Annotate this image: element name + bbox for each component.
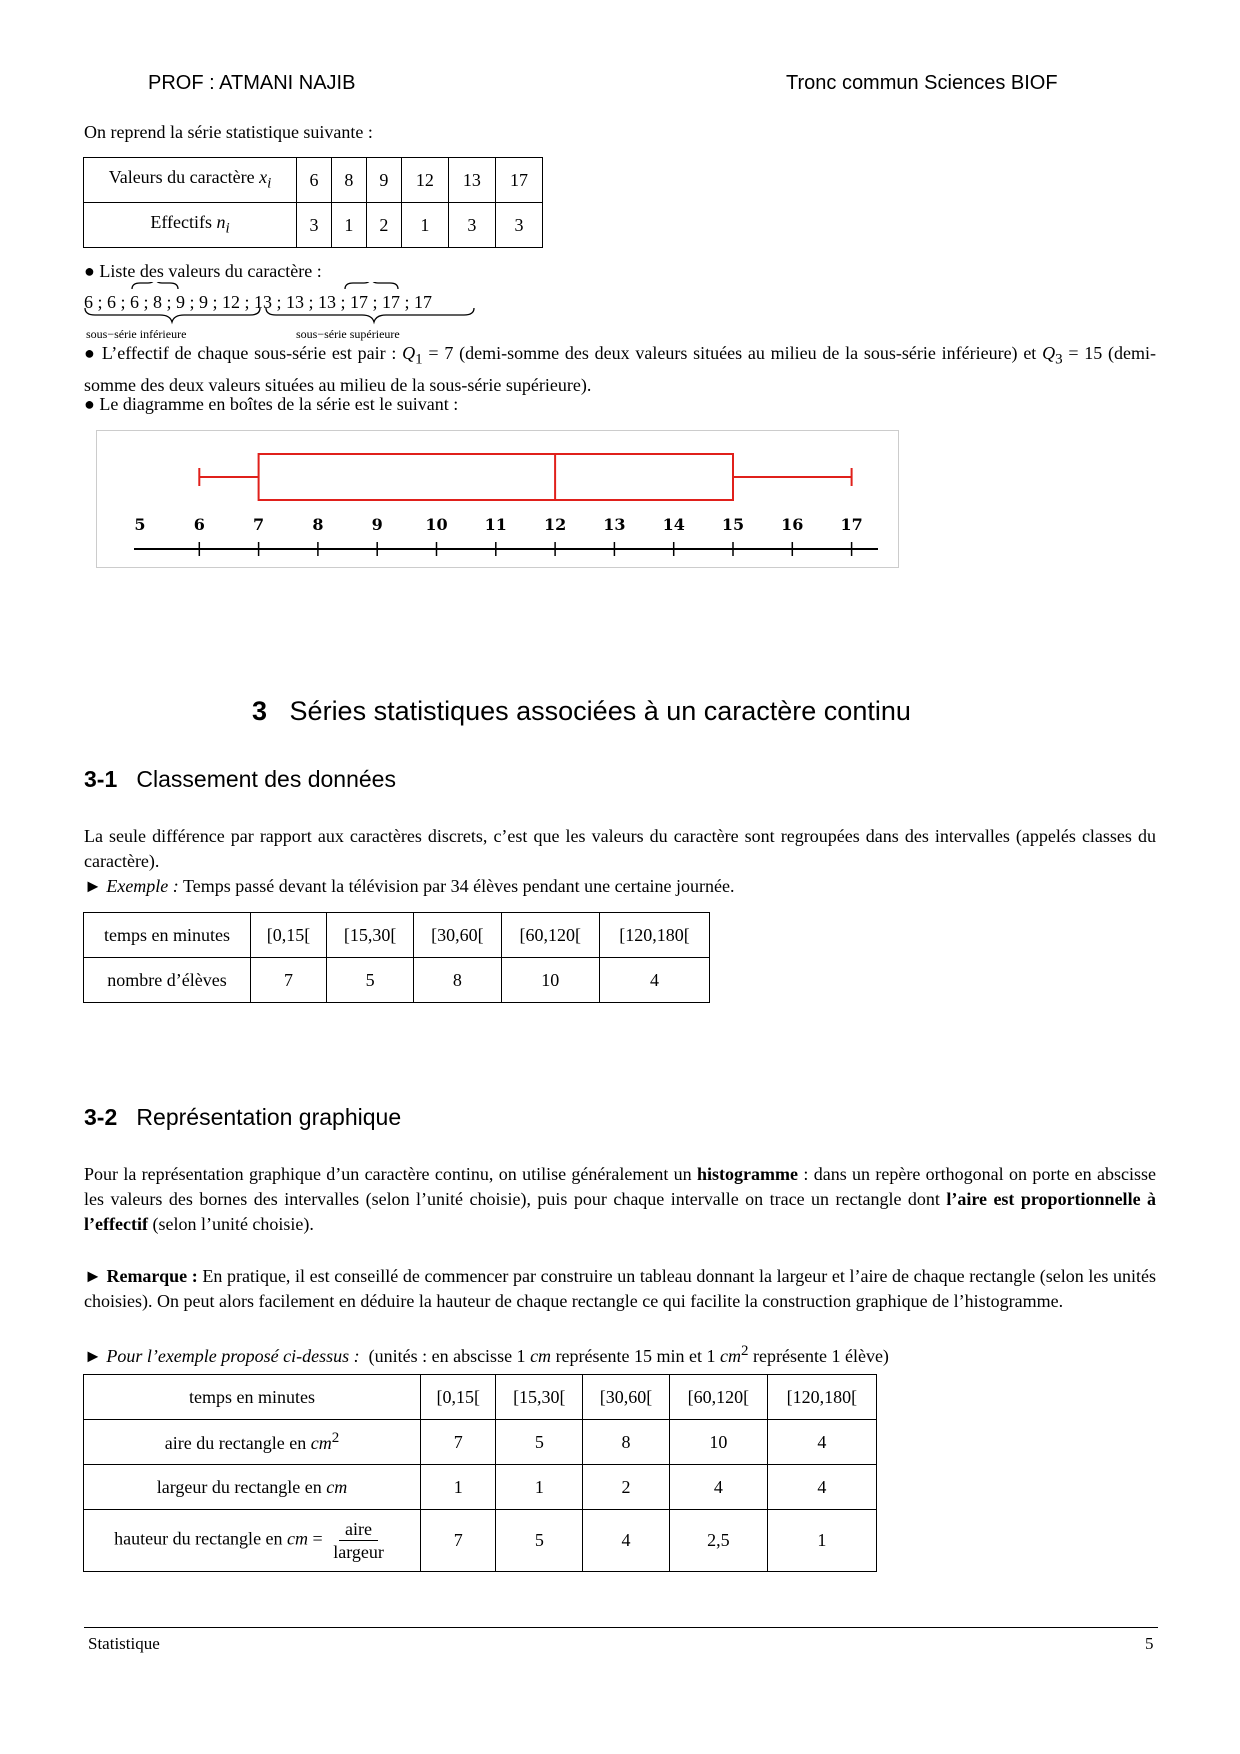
- area-cell: 4: [767, 1420, 876, 1465]
- example-line: ► Exemple : Temps passé devant la télévision par 34 élèves pendant une certaine journée.: [84, 876, 735, 896]
- section-3-1-paragraph: La seule différence par rapport aux caractères discrets, c’est que les valeurs du caractère sont regroupées dans des intervalles (appelés classes du caractère).: [84, 826, 1156, 871]
- tick-label: 6: [193, 515, 205, 534]
- tick-label: 9: [371, 515, 383, 534]
- count-cell: 1: [331, 203, 366, 248]
- students-row-label: nombre d’élèves: [84, 958, 251, 1003]
- height-cell: 4: [583, 1510, 670, 1572]
- count-cell: 10: [501, 958, 600, 1003]
- tick-label: 7: [253, 515, 265, 534]
- count-cell: 2: [366, 203, 401, 248]
- footer-title: Statistique: [88, 1634, 160, 1653]
- units-line: ► Pour l’exemple proposé ci-dessus : (unités : en abscisse 1 cm représente 15 min et 1 $cm^2$ représente 1 élève): [84, 1343, 889, 1366]
- time-row-label: temps en minutes: [84, 1375, 421, 1420]
- interval-cell: [15,30[: [496, 1375, 583, 1420]
- subseries-braces: [80, 282, 480, 326]
- value-cell: 17: [495, 158, 542, 203]
- section-3-title: 3 Séries statistiques associées à un caractère continu: [252, 696, 911, 726]
- quartiles-paragraph: ● L’effectif de chaque sous-série est pair : $Q_1 = 7$ (demi-somme des deux valeurs situées au milieu de la sous-série inférieure) et $Q_3 = 15$ (demi-somme des deux valeurs situées au milieu de la sous-série supérieure).: [84, 343, 1157, 395]
- counts-row-label: Effectifs $n_i$: [84, 203, 297, 248]
- continuous-series-table: [83, 912, 710, 1003]
- value-list: 6 ; 6 ; 6 ; 8 ; 9 ; 9 ; 12 ; 13 ; 13 ; 13 ; 17 ; 17 ; 17: [84, 292, 433, 312]
- time-row-label: temps en minutes: [84, 913, 251, 958]
- page-number: 5: [1145, 1634, 1154, 1653]
- area-cell: 7: [421, 1420, 496, 1465]
- upper-subseries-label: sous−série supérieure: [296, 327, 400, 341]
- header-course: Tronc commun Sciences BIOF: [786, 72, 1058, 94]
- footer-rule: [84, 1627, 1158, 1628]
- count-cell: 7: [251, 958, 327, 1003]
- height-cell: 5: [496, 1510, 583, 1572]
- interval-cell: [120,180[: [600, 913, 710, 958]
- tick-label: 17: [840, 515, 863, 534]
- header-author: PROF : ATMANI NAJIB: [148, 72, 356, 94]
- height-cell: 2,5: [669, 1510, 767, 1572]
- tick-label: 8: [312, 515, 324, 534]
- interval-cell: [30,60[: [414, 913, 501, 958]
- value-cell: 12: [401, 158, 448, 203]
- count-cell: 8: [414, 958, 501, 1003]
- width-cell: 1: [496, 1465, 583, 1510]
- tick-label: 15: [721, 515, 745, 534]
- value-cell: 9: [366, 158, 401, 203]
- count-cell: 1: [401, 203, 448, 248]
- interval-cell: [0,15[: [251, 913, 327, 958]
- tick-label: 12: [543, 515, 567, 534]
- tick-label: 14: [662, 515, 685, 534]
- lower-subseries: 6 ; 6 ; 6 ; 8 ; 9 ; 9: [84, 292, 209, 312]
- area-cell: 8: [583, 1420, 670, 1465]
- height-cell: 7: [421, 1510, 496, 1572]
- value-cell: 8: [331, 158, 366, 203]
- histogram-table: [83, 1374, 877, 1572]
- width-row-label: largeur du rectangle en cm: [84, 1465, 421, 1510]
- interval-cell: [120,180[: [767, 1375, 876, 1420]
- area-cell: 5: [496, 1420, 583, 1465]
- interval-cell: [60,120[: [501, 913, 600, 958]
- count-cell: 3: [495, 203, 542, 248]
- width-cell: 4: [767, 1465, 876, 1510]
- interval-cell: [30,60[: [583, 1375, 670, 1420]
- values-row-label: Valeurs du caractère $x_i$: [84, 158, 297, 203]
- tick-label: 16: [781, 515, 804, 534]
- area-cell: 10: [669, 1420, 767, 1465]
- lower-subseries-label: sous−série inférieure: [86, 327, 187, 341]
- value-cell: 6: [297, 158, 332, 203]
- series-table: [83, 157, 543, 248]
- tick-label: 11: [484, 515, 507, 534]
- list-heading: ● Liste des valeurs du caractère :: [84, 261, 322, 281]
- value-cell: 13: [448, 158, 495, 203]
- tick-label: 13: [603, 515, 626, 534]
- box-plot-chart: [96, 430, 899, 568]
- remark-paragraph: ► Remarque : En pratique, il est conseillé de commencer par construire un tableau donnant la largeur et l’aire de chaque rectangle (selon les unités choisies). On peut alors facilement en déduire la hauteur de chaque rectangle ce qui facilite la construction graphique de l’histogramme.: [84, 1266, 1157, 1311]
- tick-label: 5: [134, 515, 146, 534]
- interval-cell: [0,15[: [421, 1375, 496, 1420]
- width-cell: 4: [669, 1465, 767, 1510]
- section-3-1-title: 3-1 Classement des données: [84, 766, 396, 792]
- section-3-2-title: 3-2 Représentation graphique: [84, 1104, 402, 1130]
- count-cell: 4: [600, 958, 710, 1003]
- histogram-paragraph: Pour la représentation graphique d’un caractère continu, on utilise généralement un histogramme : dans un repère orthogonal on porte en abscisse les valeurs des bornes des intervalles (selon l’unité choisie), puis pour chaque intervalle on trace un rectangle dont l’aire est proportionnelle à l’effectif (selon l’unité choisie).: [84, 1164, 1157, 1234]
- tick-label: 10: [425, 515, 448, 534]
- width-cell: 2: [583, 1465, 670, 1510]
- count-cell: 5: [326, 958, 413, 1003]
- width-cell: 1: [421, 1465, 496, 1510]
- height-cell: 1: [767, 1510, 876, 1572]
- height-fraction: $\frac{\text{aire}}{\text{largeur}}$: [333, 1519, 384, 1562]
- count-cell: 3: [448, 203, 495, 248]
- interval-cell: [15,30[: [326, 913, 413, 958]
- height-row-label: hauteur du rectangle en cm = $\frac{\text{aire}}{\text{largeur}}$: [84, 1510, 421, 1572]
- interval-cell: [60,120[: [669, 1375, 767, 1420]
- upper-subseries: 13 ; 13 ; 13 ; 17 ; 17 ; 17: [254, 292, 433, 312]
- boxplot-intro: ● Le diagramme en boîtes de la série est le suivant :: [84, 394, 459, 414]
- area-row-label: aire du rectangle en $cm^2$: [84, 1420, 421, 1465]
- count-cell: 3: [297, 203, 332, 248]
- intro-text: On reprend la série statistique suivante :: [84, 122, 373, 142]
